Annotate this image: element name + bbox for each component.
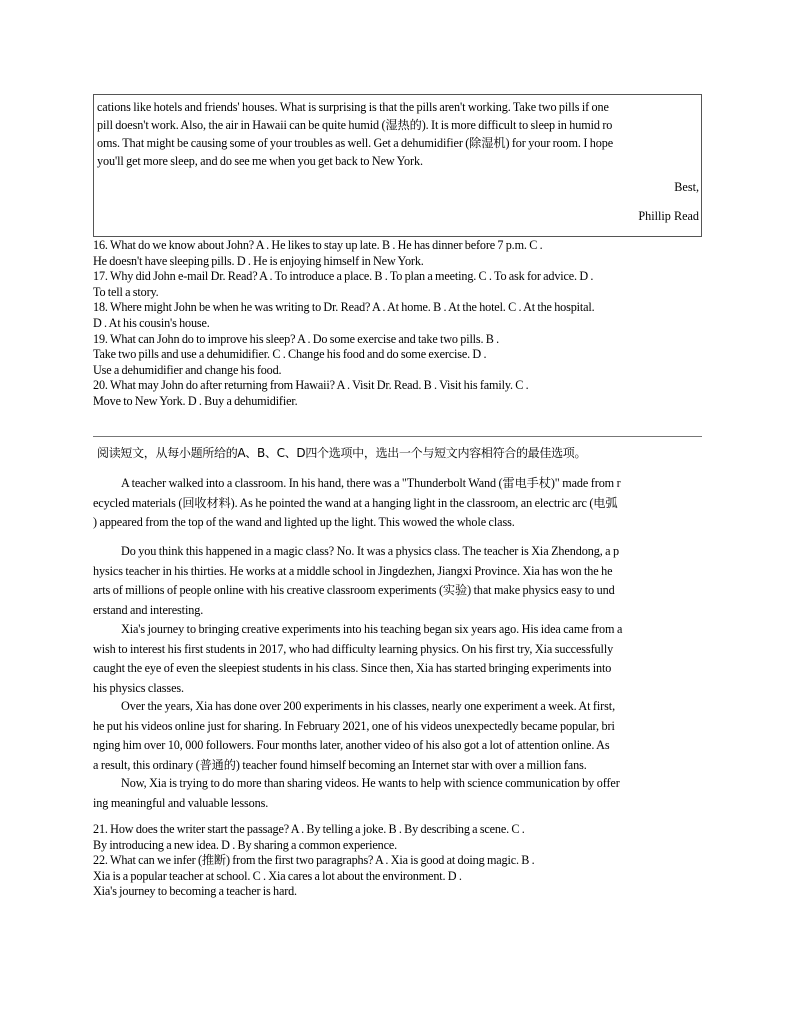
question-line: Use a dehumidifier and change his food. (93, 362, 282, 377)
question-line: 19. What can John do to improve his sleep? A . Do some exercise and take two pills. B . (93, 331, 500, 346)
passage-line: hysics teacher in his thirties. He works at a middle school in Jingdezhen, Jiangxi Province. Xia has won the he (93, 563, 613, 578)
question-line: 18. Where might John be when he was writing to Dr. Read? A . At home. B . At the hotel. C . At the hospital. (93, 300, 595, 315)
passage-line: Xia's journey to bringing creative experiments into his teaching began six years ago. His idea came from a (121, 622, 623, 636)
passage-line: ) appeared from the top of the wand and lighted up the light. This wowed the whole class. (93, 515, 515, 530)
question-line: D . At his cousin's house. (93, 315, 210, 330)
passage-line: Now, Xia is trying to do more than sharing videos. He wants to help with science communication by offer (121, 776, 620, 790)
letter-line: cations like hotels and friends' houses. What is surprising is that the pills aren't working. Take two pills if one (97, 100, 609, 114)
letter-closing: Best, (674, 180, 699, 194)
section-divider (93, 436, 702, 437)
question-line: Xia's journey to becoming a teacher is hard. (93, 884, 297, 899)
question-line: By introducing a new idea. D . By sharing a common experience. (93, 837, 398, 852)
question-block-16-20 (93, 238, 595, 410)
question-line: 16. What do we know about John? A . He likes to stay up late. B . He has dinner before 7 p.m. C . (93, 238, 543, 252)
letter-line: oms. That might be causing some of your troubles as well. Get a dehumidifier (除湿机) for your room. I hope (97, 136, 614, 150)
passage-line: A teacher walked into a classroom. In his hand, there was a "Thunderbolt Wand (雷电手杖)" made from r (121, 476, 621, 490)
question-line: He doesn't have sleeping pills. D . He is enjoying himself in New York. (93, 253, 424, 268)
passage-paragraph-2 (93, 542, 703, 621)
letter-line: pill doesn't work. Also, the air in Hawaii can be quite humid (湿热的). It is more difficult to sleep in humid ro (97, 118, 613, 132)
passage-paragraph-3 (93, 620, 703, 699)
question-line: Move to New York. D . Buy a dehumidifier. (93, 393, 298, 408)
passage-line: a result, this ordinary (普通的) teacher found himself becoming an Internet star with over a million fans. (93, 758, 587, 773)
passage-paragraph-5 (93, 774, 703, 813)
question-line: Xia is a popular teacher at school. C . Xia cares a lot about the environment. D . (93, 868, 462, 883)
passage-line: arts of millions of people online with his creative classroom experiments (实验) that make physics easy to und (93, 583, 615, 598)
passage-line: Over the years, Xia has done over 200 experiments in his classes, nearly one experiment a week. At first, (121, 699, 616, 713)
passage-line: erstand and interesting. (93, 603, 204, 618)
letter-body (97, 98, 697, 170)
passage-line: he put his videos online just for sharing. In February 2021, one of his videos unexpectedly became popular, bri (93, 718, 615, 733)
letter-line: you'll get more sleep, and do see me when you get back to New York. (97, 154, 423, 168)
passage-line: Do you think this happened in a magic class? No. It was a physics class. The teacher is Xia Zhendong, a p (121, 544, 620, 558)
passage-line: caught the eye of even the sleepiest students in his class. Since then, Xia has started bringing experiments into (93, 661, 612, 676)
question-line: 17. Why did John e-mail Dr. Read? A . To introduce a place. B . To plan a meeting. C . To ask for advice. D . (93, 269, 594, 284)
passage-line: his physics classes. (93, 681, 184, 696)
letter-signature: Phillip Read (638, 209, 699, 223)
letter-box (93, 94, 702, 237)
question-line: 20. What may John do after returning from Hawaii? A . Visit Dr. Read. B . Visit his family. C . (93, 378, 529, 393)
question-line: 21. How does the writer start the passage? A . By telling a joke. B . By describing a scene. C . (93, 822, 525, 836)
section-instruction: 阅读短文，从每小题所给的A、B、C、D四个选项中，选出一个与短文内容相符合的最佳选项。 (97, 446, 587, 460)
question-line: 22. What can we infer (推断) from the first two paragraphs? A . Xia is good at doing magic. B . (93, 853, 535, 868)
passage-paragraph-4 (93, 697, 703, 776)
passage-line: ecycled materials (回收材料). As he pointed the wand at a hanging light in the classroom, an electric arc (电弧 (93, 495, 618, 510)
passage-line: wish to interest his first students in 2017, who had difficulty learning physics. On his first try, Xia successfully (93, 641, 614, 656)
passage-line: ing meaningful and valuable lessons. (93, 795, 269, 810)
question-line: Take two pills and use a dehumidifier. C . Change his food and do some exercise. D . (93, 347, 487, 362)
passage-paragraph-1 (93, 474, 703, 533)
passage-line: nging him over 10, 000 followers. Four months later, another video of his also got a lot of attention online. As (93, 738, 610, 753)
question-line: To tell a story. (93, 284, 159, 299)
question-block-21-22 (93, 822, 535, 900)
